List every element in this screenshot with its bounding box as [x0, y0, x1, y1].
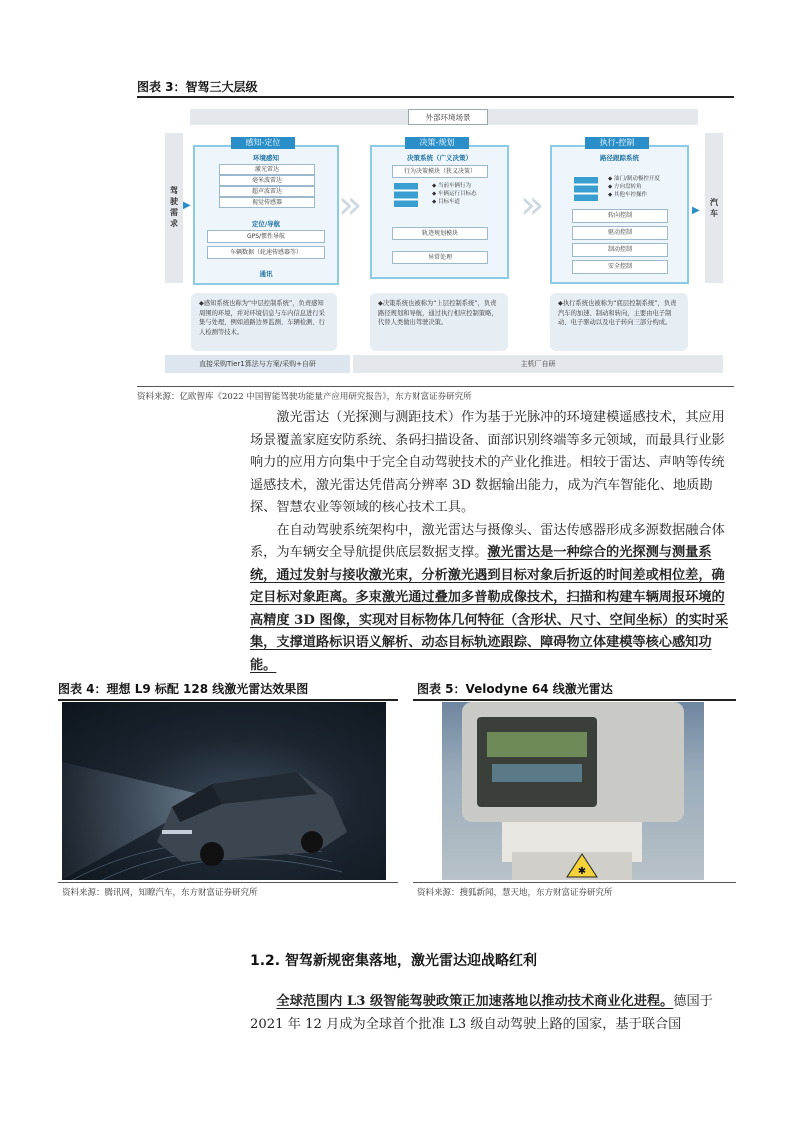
item-vision: 视觉传感器 [219, 197, 315, 208]
svg-text:✱: ✱ [577, 866, 587, 877]
section-heading: 1.2. 智驾新规密集落地，激光雷达迎战略红利 [250, 953, 537, 969]
figure4-source: 资料来源：腾讯网，知瞭汽车，东方财富证券研究所 [62, 888, 258, 898]
figure3-title: 图表 3：智驾三大层级 [137, 80, 258, 94]
path-tracking-title: 路径跟踪系统 [600, 154, 639, 162]
chevron-right-icon: » [520, 182, 545, 228]
env-perception-title: 环境感知 [253, 154, 279, 162]
figure5-bottom-rule [413, 882, 736, 883]
perception-note: ◆感知系统也称为“中层控制系统”，负责感知周围的环境，并对环境信息与车内信息进行采集与处理，例如道路边界监测、车辆检测、行人检测等技术。 [191, 293, 337, 351]
comm-title: 通讯 [259, 270, 273, 278]
figure5-top-rule [413, 699, 736, 701]
velodyne-lidar-image [442, 702, 704, 880]
execution-bullets: ◆ 油门/制动极控开度 ◆ 方向盘转角 ◆ 其他车控操作 [608, 176, 660, 198]
layers-icon [574, 177, 598, 201]
item-mmwave: 毫米波雷达 [219, 175, 315, 186]
bottom-right-bar: 主机厂自研 [353, 355, 723, 373]
figure4-bottom-rule [58, 882, 398, 883]
body-text-2 [250, 991, 734, 1036]
figure4-top-rule [58, 699, 398, 701]
item-trajectory: 轨迹规划模块 [392, 227, 488, 240]
perception-header: 感知-定位 [231, 137, 295, 149]
paragraph-lidar-intro: 激光雷达（光探测与测距技术）作为基于光脉冲的环境建模遥感技术，其应用场景覆盖家庭安防系统、条码扫描设备、面部识别终端等多元领域，而最具行业影响力的应用方向集中于完全自动驾驶技术的产业化推进。相较于雷达、声呐等传统遥感技术，激光雷达凭借高分辨率 3D 数据输出能力，成为汽车智能化、地质勘探、智慧农业等领域的核心技术工具。 [250, 410, 725, 515]
item-gps: GPS/惯性导航 [207, 230, 325, 243]
figure5-title: 图表 5：Velodyne 64 线激光雷达 [417, 682, 613, 696]
bottom-left-bar: 直接采购Tier1算法与方案/采购+自研 [165, 355, 350, 373]
positioning-title: 定位/导航 [251, 220, 281, 228]
execution-note: ◆执行系统也被称为“底层控制系统”，负责汽车的加速、制动和转向，主要由电子制动、电子驱动以及电子转向三部分构成。 [550, 293, 688, 351]
chevron-right-icon: » [338, 182, 363, 228]
decision-bullets: ◆ 当前车辆行为 ◆ 车辆运行目标态 ◆ 目标车道 [432, 183, 477, 205]
item-drive: 驱动控制 [572, 226, 668, 240]
item-ultrasonic: 超声波雷达 [219, 186, 315, 197]
paragraph-lidar-system: 在自动驾驶系统架构中，激光雷达与摄像头、雷达传感器形成多源数据融合体系，为车辆安全导航提供底层数据支撑。激光雷达是一种综合的光探测与测量系统，通过发射与接收激光束，分析激光遇到目标对象后折返的时间差或相位差，确定目标对象距离。多束激光通过叠加多普勒成像技术，扫描和构建车辆周报环境的高精度 3D 图像，实现对目标物体几何特征（含形状、尺寸、空间坐标）的实时采集，支撑道路标识语义解析、动态目标轨迹跟踪、障碍物立体建模等核心感知功能。 [250, 522, 729, 673]
item-lidar: 激光雷达 [219, 164, 315, 175]
item-exception: 异常处理 [392, 251, 488, 264]
perception-column [193, 145, 339, 285]
execution-header: 执行-控制 [585, 137, 649, 149]
lidar-car-image [62, 702, 386, 880]
item-safety: 安全控制 [572, 260, 668, 274]
arrow-right-icon: ▶ [692, 205, 700, 216]
figure3-diagram [165, 105, 723, 380]
figure4-title: 图表 4：理想 L9 标配 128 线激光雷达效果图 [58, 682, 309, 696]
lidar-device-illustration [442, 702, 704, 880]
paragraph-l3-policy: 全球范围内 L3 级智能驾驶政策正加速落地以推动技术商业化进程。德国于 2021 年 12 月成为全球首个批准 L3 级自动驾驶上路的国家，基于联合国 [250, 994, 713, 1032]
decision-note: ◆决策系统也被称为“上层控制系统”，负责路径规划和导航，通过执行相应控制策略，代替人类做出驾驶决策。 [370, 293, 508, 351]
decision-header: 决策-规划 [405, 137, 469, 149]
item-behavior: 行为决策模块（狭义决策） [392, 165, 488, 178]
left-label: 驾驶需求 [170, 186, 178, 228]
right-label: 汽车 [710, 198, 718, 218]
item-steering: 转向控制 [572, 209, 668, 223]
decision-column [370, 145, 509, 279]
decision-system-title: 决策系统（广义决策） [407, 154, 472, 162]
figure3-top-rule [137, 96, 734, 98]
item-brake: 制动控制 [572, 243, 668, 257]
item-vehicle-data: 车辆数据（轮速传感器等） [207, 246, 325, 259]
figure3-source: 资料来源：亿欧智库《2022 中国智能驾驶功能量产应用研究报告》，东方财富证券研究所 [137, 392, 472, 402]
body-text-1 [250, 407, 734, 677]
figure3-bottom-rule [137, 386, 734, 387]
execution-column [550, 145, 689, 284]
layers-icon [394, 183, 418, 207]
ext-env-label: 外部环境场景 [408, 109, 488, 125]
figure5-source: 资料来源：搜狐新闻，慧天地，东方财富证券研究所 [417, 888, 613, 898]
arrow-right-icon: ▶ [183, 200, 191, 211]
car-illustration [62, 702, 386, 880]
